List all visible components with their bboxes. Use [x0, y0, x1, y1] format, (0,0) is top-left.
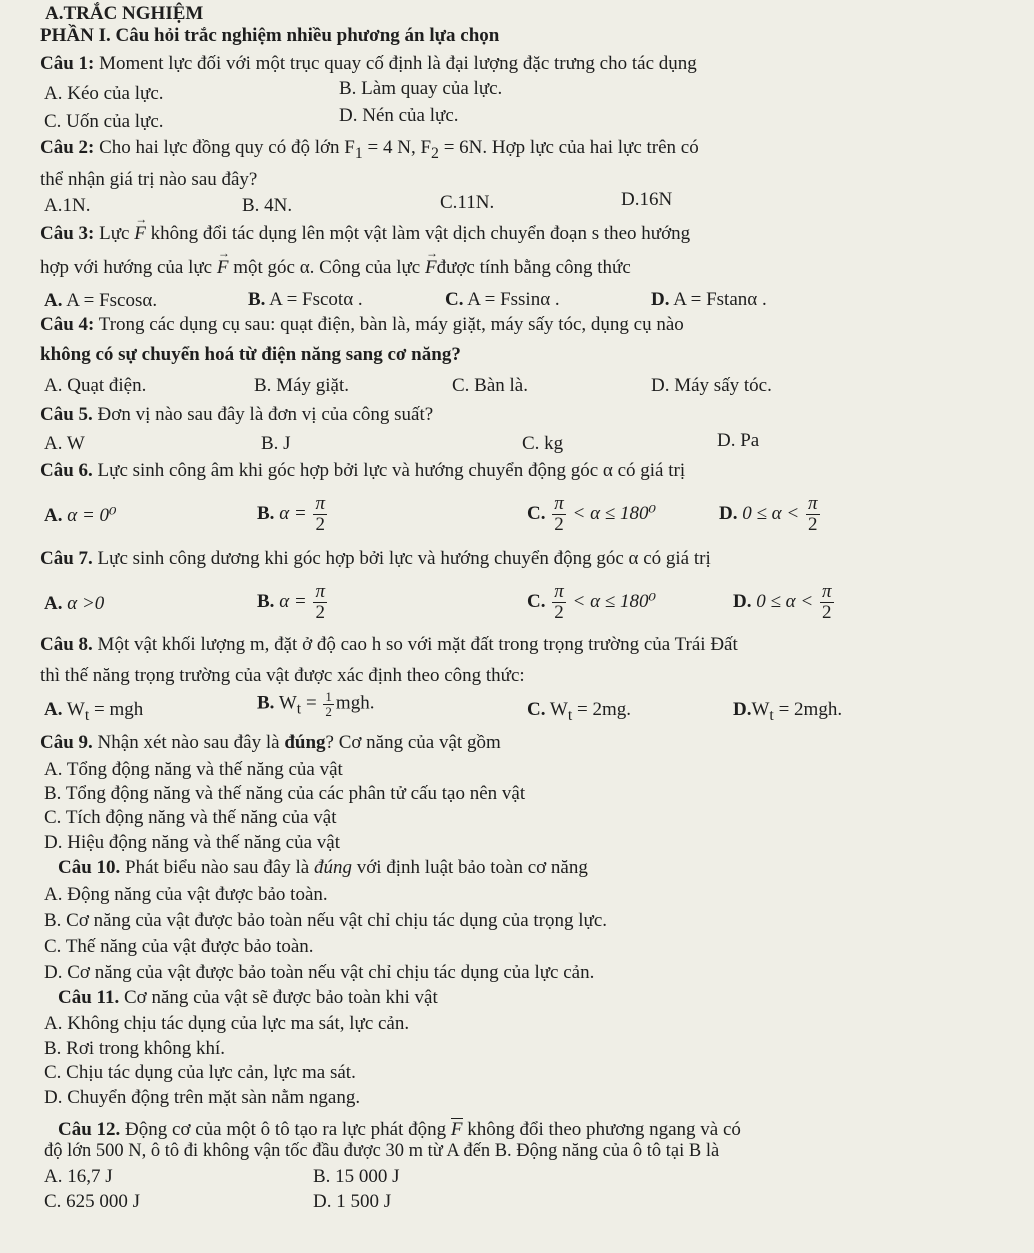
q8-option-c: C. $W_t = 2mg$. [527, 699, 631, 724]
question-11: Câu 11. Cơ năng của vật sẽ được bảo toàn khi vật [58, 987, 438, 1008]
q1-option-d: D. Nén của lực. [339, 105, 459, 126]
q11-option-b: B. Rơi trong không khí. [44, 1038, 226, 1059]
q10-option-a: A. Động năng của vật được bảo toàn. [44, 884, 328, 905]
q3-option-b: B. A = Fscotα . [248, 289, 363, 310]
question-2-line2: thể nhận giá trị nào sau đây? [40, 169, 258, 190]
q8-option-d: $D.W_t = 2mgh$. [733, 699, 843, 724]
force-vector-bar: F [450, 1119, 463, 1140]
q10-option-b: B. Cơ năng của vật được bảo toàn nếu vật chỉ chịu tác dụng của trọng lực. [44, 910, 608, 931]
q1-option-a: A. Kéo của lực. [44, 83, 164, 104]
q6-option-c: C. $\frac{\pi}{2}$ < α ≤ 180⁰ [527, 493, 657, 535]
q9-option-c: C. Tích động năng và thế năng của vật [44, 807, 337, 828]
q7-option-c: C. $\frac{\pi}{2}$ < α ≤ 180⁰ [527, 581, 657, 623]
q9-option-d: D. Hiệu động năng và thế năng của vật [44, 832, 340, 853]
q7-option-b: B. α = $\frac{\pi}{2}$ [257, 581, 326, 623]
q1-option-b: B. Làm quay của lực. [339, 78, 503, 99]
question-5: Câu 5. Đơn vị nào sau đây là đơn vị của công suất? [40, 404, 434, 425]
question-8-line2: thì thế năng trọng trường của vật được xác định theo công thức: [40, 665, 525, 686]
q3-option-c: C. A = Fssinα . [445, 289, 560, 310]
q6-option-b: B. α = $\frac{\pi}{2}$ [257, 493, 326, 535]
q11-option-c: C. Chịu tác dụng của lực cản, lực ma sát. [44, 1062, 356, 1083]
q5-option-d: D. Pa [717, 430, 760, 451]
q4-option-c: C. Bàn là. [452, 375, 528, 396]
question-3: Câu 3: Lực → F không đổi tác dụng lên một vật làm vật dịch chuyển đoạn s theo hướng [40, 224, 690, 243]
q2-option-a: A.1N. [44, 195, 91, 216]
question-8: Câu 8. Một vật khối lượng m, đặt ở độ cao h so với mặt đất trong trọng trường của Trái Đất [40, 634, 738, 655]
question-1: Câu 1: Moment lực đối với một trục quay cố định là đại lượng đặc trưng cho tác dụng [40, 53, 697, 74]
q3-option-d: D. A = Fstanα . [651, 289, 767, 310]
q4-option-a: A. Quạt điện. [44, 375, 147, 396]
section-title: A.TRẮC NGHIỆM [45, 3, 204, 24]
q8-option-a: A. $W_t$ = mgh [44, 699, 144, 724]
question-3-line2: hợp với hướng của lực → F một góc α. Công của lực → Fđược tính bằng công thức [40, 258, 631, 277]
question-2: Câu 2: Cho hai lực đồng quy có độ lớn $F_1 = 4$ N, $F_2 = 6N$. Hợp lực của hai lực trên có [40, 137, 699, 162]
force-vector: → F [134, 224, 146, 243]
q8-option-b: B. $W_t$ = $\frac{1}{2}$ mgh. [257, 689, 375, 719]
q5-option-c: C. kg [522, 433, 564, 454]
part-title: PHẦN I. Câu hỏi trắc nghiệm nhiều phương án lựa chọn [40, 25, 500, 46]
q11-option-d: D. Chuyển động trên mặt sàn nằm ngang. [44, 1087, 361, 1108]
q1-option-c: C. Uốn của lực. [44, 111, 164, 132]
q5-option-a: A. W [44, 433, 85, 454]
question-4: Câu 4: Trong các dụng cụ sau: quạt điện, bàn là, máy giặt, máy sấy tóc, dụng cụ nào [40, 314, 684, 335]
q11-option-a: A. Không chịu tác dụng của lực ma sát, lực cản. [44, 1013, 410, 1034]
q12-option-d: D. 1 500 J [313, 1191, 392, 1212]
q10-option-d: D. Cơ năng của vật được bảo toàn nếu vật chỉ chịu tác dụng của lực cản. [44, 962, 595, 983]
q2-option-d: D.16N [621, 189, 673, 210]
q6-option-a: A. α = 0⁰ [44, 505, 117, 526]
q2-option-c: C.11N. [440, 192, 495, 213]
q4-option-b: B. Máy giặt. [254, 375, 349, 396]
question-7: Câu 7. Lực sinh công dương khi góc hợp bởi lực và hướng chuyển động góc α có giá trị [40, 548, 711, 569]
question-10: Câu 10. Phát biểu nào sau đây là đúng với định luật bảo toàn cơ năng [58, 857, 588, 878]
question-9: Câu 9. Nhận xét nào sau đây là đúng? Cơ năng của vật gồm [40, 732, 501, 753]
question-12-line2: độ lớn 500 N, ô tô đi không vận tốc đầu được 30 m từ A đến B. Động năng của ô tô tại B là [44, 1141, 720, 1161]
q3-option-a: A. A = Fscosα. [44, 290, 158, 311]
q9-option-b: B. Tổng động năng và thế năng của các phân tử cấu tạo nên vật [44, 783, 526, 804]
question-6: Câu 6. Lực sinh công âm khi góc hợp bởi lực và hướng chuyển động góc α có giá trị [40, 460, 686, 481]
q9-option-a: A. Tổng động năng và thế năng của vật [44, 759, 343, 780]
q7-option-a: A. α >0 [44, 593, 105, 614]
q10-option-c: C. Thế năng của vật được bảo toàn. [44, 936, 314, 957]
q12-option-a: A. 16,7 J [44, 1166, 113, 1187]
q7-option-d: D. 0 ≤ α < $\frac{\pi}{2}$ [733, 581, 832, 623]
q12-option-b: B. 15 000 J [313, 1166, 400, 1187]
q4-option-d: D. Máy sấy tóc. [651, 375, 772, 396]
q2-option-b: B. 4N. [242, 195, 293, 216]
question-12: Câu 12. Động cơ của một ô tô tạo ra lực phát động F không đổi theo phương ngang và có [58, 1119, 741, 1140]
q6-option-d: D. 0 ≤ α < $\frac{\pi}{2}$ [719, 493, 818, 535]
q5-option-b: B. J [261, 433, 291, 454]
q12-option-c: C. 625 000 J [44, 1191, 141, 1212]
question-4-line2: không có sự chuyển hoá từ điện năng sang cơ năng? [40, 344, 461, 365]
